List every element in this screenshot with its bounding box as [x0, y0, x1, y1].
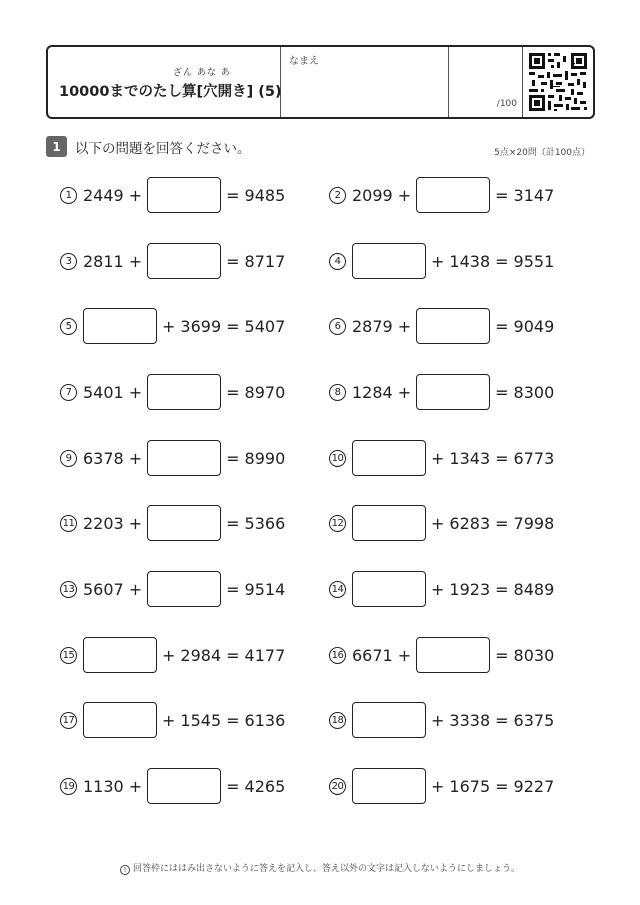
problem-number: 1: [60, 187, 77, 204]
problem-number: 18: [329, 712, 346, 729]
problem-5: [60, 308, 285, 344]
qr-code-icon: [527, 51, 589, 113]
footer-note: 回答枠にははみ出さないように答えを記入し、答え以外の文字は記入しないようにしましょう。: [132, 864, 520, 874]
sum: 5366: [244, 513, 286, 533]
problem-number: 8: [329, 384, 346, 401]
problem-number: 17: [60, 712, 77, 729]
problem-14: [329, 571, 554, 607]
addend: 6378: [83, 448, 124, 468]
equals-sign: =: [226, 251, 240, 271]
sum: 8970: [244, 382, 286, 402]
answer-box[interactable]: [147, 768, 221, 804]
qr-cell: [523, 47, 593, 117]
answer-box[interactable]: [416, 637, 490, 673]
problem-8: [329, 374, 554, 410]
problem-20: [329, 768, 554, 804]
answer-box[interactable]: [147, 374, 221, 410]
score-total: /100: [496, 99, 517, 109]
problem-number: 5: [60, 318, 77, 335]
sum: 4177: [244, 645, 286, 665]
problem-11: [60, 505, 285, 541]
problem-10: [329, 440, 554, 476]
answer-box[interactable]: [147, 571, 221, 607]
sum: 9227: [513, 776, 555, 796]
addend: 1675: [449, 776, 491, 796]
addend: 1343: [449, 448, 491, 468]
equals-sign: =: [495, 710, 509, 730]
problem-number: 11: [60, 515, 77, 532]
equals-sign: =: [226, 579, 240, 599]
problem-17: [60, 702, 285, 738]
answer-box[interactable]: [416, 177, 490, 213]
sum: 9049: [513, 316, 555, 336]
addend: 1438: [449, 251, 491, 271]
problem-number: 9: [60, 450, 77, 467]
addend: 2879: [352, 316, 393, 336]
problem-4: [329, 243, 554, 279]
equals-sign: =: [226, 185, 240, 205]
name-label: なまえ: [289, 56, 319, 67]
addend: 3699: [180, 316, 222, 336]
plus-sign: +: [128, 251, 143, 271]
problem-number: 3: [60, 253, 77, 270]
plus-sign: +: [431, 579, 445, 599]
sum: 7998: [513, 513, 555, 533]
addend: 5607: [83, 579, 124, 599]
plus-sign: +: [162, 645, 176, 665]
problem-number: 2: [329, 187, 346, 204]
problem-number: 4: [329, 253, 346, 270]
sum: 6136: [244, 710, 286, 730]
answer-box[interactable]: [147, 505, 221, 541]
sum: 8717: [244, 251, 286, 271]
sum: 8489: [513, 579, 555, 599]
sum: 8990: [244, 448, 286, 468]
problem-1: [60, 177, 285, 213]
plus-sign: +: [397, 185, 412, 205]
equals-sign: =: [495, 251, 509, 271]
answer-box[interactable]: [352, 243, 426, 279]
plus-sign: +: [162, 316, 176, 336]
problem-number: 19: [60, 778, 77, 795]
answer-box[interactable]: [83, 637, 157, 673]
plus-sign: +: [128, 513, 143, 533]
title-cell: [48, 47, 281, 117]
answer-box[interactable]: [416, 308, 490, 344]
problem-15: [60, 637, 285, 673]
plus-sign: +: [431, 251, 445, 271]
equals-sign: =: [495, 185, 509, 205]
equals-sign: =: [495, 316, 509, 336]
title-ruby: ざん あな あ: [173, 68, 231, 78]
answer-box[interactable]: [147, 243, 221, 279]
equals-sign: =: [495, 513, 509, 533]
plus-sign: +: [431, 448, 445, 468]
addend: 1284: [352, 382, 393, 402]
info-icon: !: [120, 865, 130, 875]
problem-13: [60, 571, 285, 607]
plus-sign: +: [162, 710, 176, 730]
answer-box[interactable]: [147, 440, 221, 476]
addend: 2203: [83, 513, 124, 533]
problem-number: 16: [329, 647, 346, 664]
sum: 8030: [513, 645, 555, 665]
sum: 8300: [513, 382, 555, 402]
answer-box[interactable]: [352, 505, 426, 541]
addend: 2449: [83, 185, 124, 205]
problem-2: [329, 177, 554, 213]
problem-number: 20: [329, 778, 346, 795]
score-field[interactable]: [449, 47, 523, 117]
sum: 9514: [244, 579, 286, 599]
plus-sign: +: [128, 776, 143, 796]
problem-number: 6: [329, 318, 346, 335]
addend: 6671: [352, 645, 393, 665]
equals-sign: =: [226, 382, 240, 402]
sum: 6375: [513, 710, 555, 730]
answer-box[interactable]: [352, 571, 426, 607]
sum: 9485: [244, 185, 286, 205]
section-heading: [46, 136, 251, 157]
answer-box[interactable]: [352, 768, 426, 804]
addend: 6283: [449, 513, 491, 533]
answer-box[interactable]: [83, 702, 157, 738]
problem-number: 12: [329, 515, 346, 532]
addend: 1130: [83, 776, 124, 796]
equals-sign: =: [226, 776, 240, 796]
answer-box[interactable]: [416, 374, 490, 410]
plus-sign: +: [397, 645, 412, 665]
plus-sign: +: [431, 710, 445, 730]
addend: 2984: [180, 645, 222, 665]
equals-sign: =: [226, 316, 240, 336]
problem-6: [329, 308, 554, 344]
equals-sign: =: [495, 448, 509, 468]
sum: 5407: [244, 316, 286, 336]
plus-sign: +: [397, 382, 412, 402]
problem-18: [329, 702, 554, 738]
equals-sign: =: [226, 513, 240, 533]
sum: 9551: [513, 251, 555, 271]
addend: 2099: [352, 185, 393, 205]
plus-sign: +: [128, 448, 143, 468]
equals-sign: =: [495, 382, 509, 402]
problem-9: [60, 440, 285, 476]
answer-box[interactable]: [147, 177, 221, 213]
equals-sign: =: [495, 579, 509, 599]
answer-box[interactable]: [352, 440, 426, 476]
section-number: 1: [46, 136, 67, 157]
problem-7: [60, 374, 285, 410]
addend: 2811: [83, 251, 124, 271]
problem-3: [60, 243, 285, 279]
problem-number: 15: [60, 647, 77, 664]
problem-12: [329, 505, 554, 541]
problem-16: [329, 637, 554, 673]
answer-box[interactable]: [83, 308, 157, 344]
sum: 4265: [244, 776, 286, 796]
plus-sign: +: [397, 316, 412, 336]
sum: 3147: [513, 185, 555, 205]
sum: 6773: [513, 448, 555, 468]
plus-sign: +: [128, 185, 143, 205]
footer-note-row: [0, 861, 640, 875]
equals-sign: =: [226, 448, 240, 468]
addend: 3338: [449, 710, 491, 730]
answer-box[interactable]: [352, 702, 426, 738]
addend: 1923: [449, 579, 491, 599]
section-instruction: 以下の問題を回答ください。: [75, 140, 251, 157]
equals-sign: =: [495, 645, 509, 665]
plus-sign: +: [431, 513, 445, 533]
plus-sign: +: [431, 776, 445, 796]
equals-sign: =: [226, 710, 240, 730]
name-field[interactable]: [281, 47, 449, 117]
worksheet-header: [46, 45, 595, 119]
equals-sign: =: [226, 645, 240, 665]
addend: 5401: [83, 382, 124, 402]
points-note: 5点×20問（計100点）: [494, 148, 590, 158]
addend: 1545: [180, 710, 222, 730]
problem-19: [60, 768, 285, 804]
problem-number: 7: [60, 384, 77, 401]
worksheet-title: 10000までのたし算[穴開き] (5): [59, 84, 282, 100]
equals-sign: =: [495, 776, 509, 796]
problem-number: 13: [60, 581, 77, 598]
plus-sign: +: [128, 382, 143, 402]
problem-number: 14: [329, 581, 346, 598]
plus-sign: +: [128, 579, 143, 599]
problem-number: 10: [329, 450, 346, 467]
